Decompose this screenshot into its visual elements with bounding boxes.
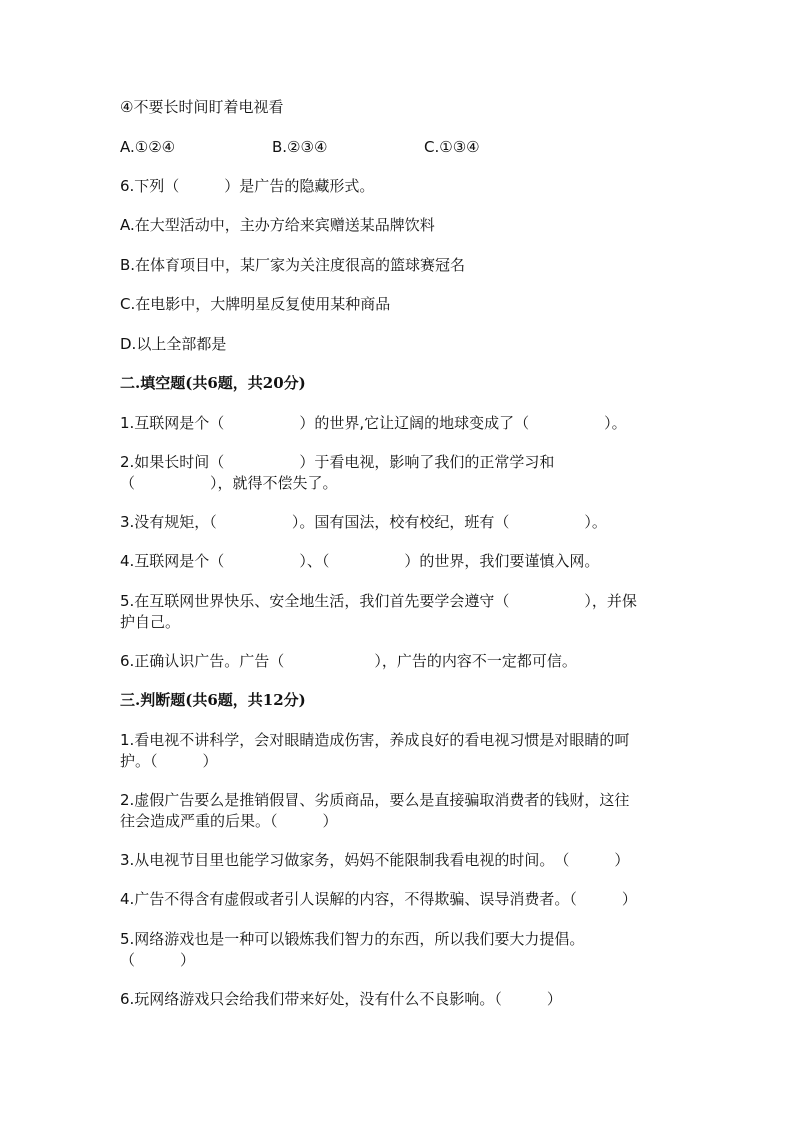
q6-option-a: A.在大型活动中，主办方给来宾赠送某品牌饮料	[120, 216, 435, 234]
fill-question-6: 6.正确认识广告。广告（ ），广告的内容不一定都可信。	[120, 652, 577, 670]
judge-question-6: 6.玩网络游戏只会给我们带来好处，没有什么不良影响。（ ）	[120, 990, 562, 1008]
q6-option-d: D.以上全部都是	[120, 335, 227, 353]
fill-question-2-line-1: 2.如果长时间（ ）于看电视，影响了我们的正常学习和	[120, 453, 555, 471]
judge-section-heading: 三.判断题(共6题，共12分)	[120, 691, 306, 709]
q5-option-b: B.②③④	[272, 138, 328, 156]
fill-question-5-line-1: 5.在互联网世界快乐、安全地生活，我们首先要学会遵守（ ），并保	[120, 592, 637, 610]
fill-section-heading: 二.填空题(共6题，共20分)	[120, 374, 306, 392]
q6-option-c: C.在电影中，大牌明星反复使用某种商品	[120, 295, 391, 313]
judge-question-4: 4.广告不得含有虚假或者引人误解的内容，不得欺骗、误导消费者。（ ）	[120, 890, 637, 908]
q5-option-c: C.①③④	[424, 138, 480, 156]
fill-question-1: 1.互联网是个（ ）的世界,它让辽阔的地球变成了（ ）。	[120, 414, 627, 432]
judge-question-5-line-2: （ ）	[120, 951, 196, 969]
judge-question-2-line-1: 2.虚假广告要么是推销假冒、劣质商品，要么是直接骗取消费者的钱财，这往	[120, 791, 630, 809]
choice-item-4: ④不要长时间盯着电视看	[120, 98, 284, 116]
fill-question-4: 4.互联网是个（ ）、（ ）的世界，我们要谨慎入网。	[120, 552, 600, 570]
q5-options-row	[120, 137, 720, 157]
fill-question-5-line-2: 护自己。	[120, 613, 181, 631]
fill-question-2-line-2: （ ），就得不偿失了。	[120, 474, 338, 492]
judge-question-2-line-2: 往会造成严重的后果。（ ）	[120, 812, 338, 830]
judge-question-3: 3.从电视节目里也能学习做家务，妈妈不能限制我看电视的时间。 （ ）	[120, 851, 630, 869]
judge-question-5-line-1: 5.网络游戏也是一种可以锻炼我们智力的东西，所以我们要大力提倡。	[120, 930, 585, 948]
fill-question-3: 3.没有规矩，（ ）。国有国法，校有校纪，班有（ ）。	[120, 513, 607, 531]
judge-question-1-line-1: 1.看电视不讲科学，会对眼睛造成伤害，养成良好的看电视习惯是对眼睛的呵	[120, 731, 630, 749]
q6-option-b: B.在体育项目中，某厂家为关注度很高的篮球赛冠名	[120, 256, 466, 274]
q5-option-a: A.①②④	[120, 138, 176, 156]
q6-stem: 6.下列（ ）是广告的隐藏形式。	[120, 177, 375, 195]
judge-question-1-line-2: 护。（ ）	[120, 752, 218, 770]
